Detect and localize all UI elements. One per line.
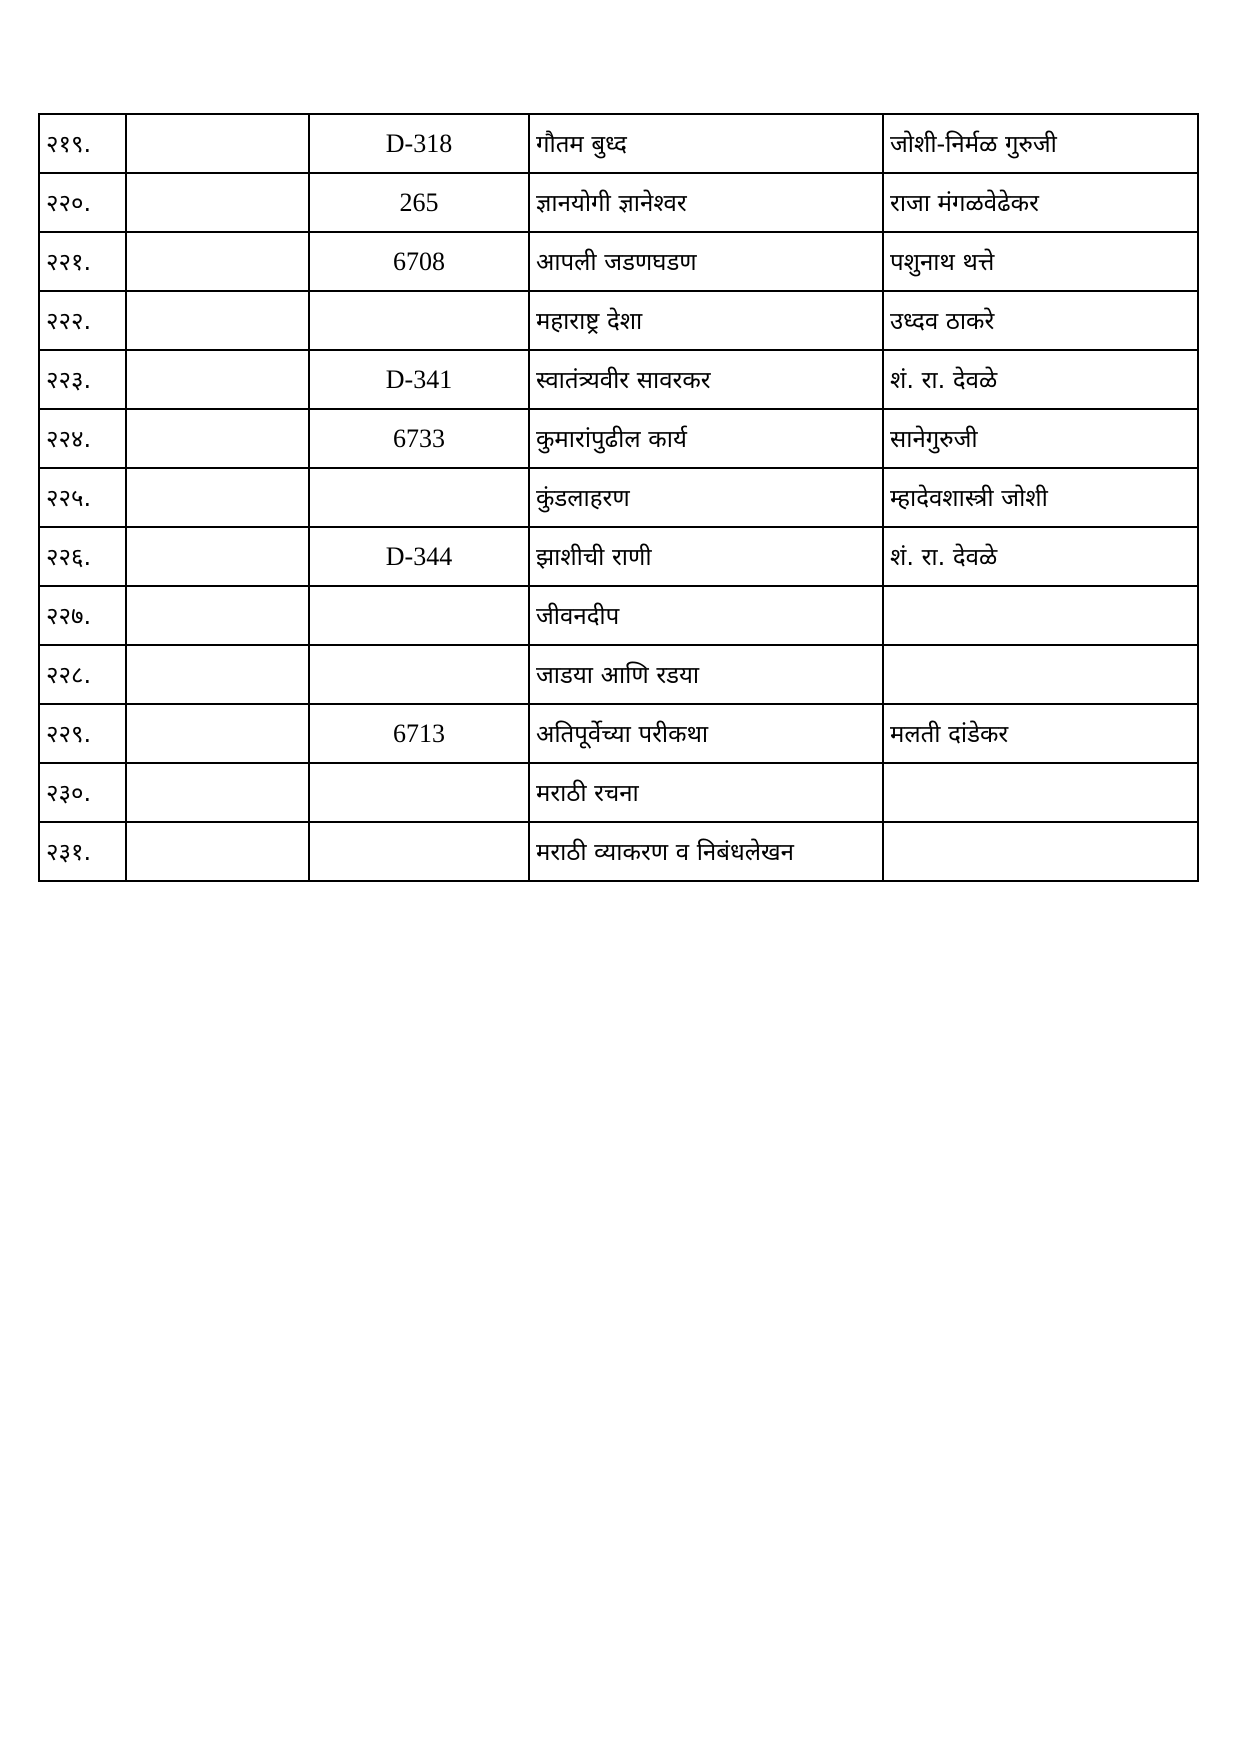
serial-number: २२८. (39, 645, 126, 704)
accession-number (309, 645, 529, 704)
accession-number: D-341 (309, 350, 529, 409)
serial-number: २१९. (39, 114, 126, 173)
table-row (39, 409, 1198, 468)
empty-cell (126, 822, 309, 881)
table-row (39, 763, 1198, 822)
empty-cell (126, 763, 309, 822)
table-row (39, 173, 1198, 232)
accession-number: 6708 (309, 232, 529, 291)
serial-number: २२६. (39, 527, 126, 586)
serial-number: २३१. (39, 822, 126, 881)
book-title: मराठी व्याकरण व निबंधलेखन (529, 822, 883, 881)
book-author: मलती दांडेकर (883, 704, 1198, 763)
empty-cell (126, 527, 309, 586)
book-title: ज्ञानयोगी ज्ञानेश्वर (529, 173, 883, 232)
book-title: जीवनदीप (529, 586, 883, 645)
table-row (39, 291, 1198, 350)
empty-cell (126, 291, 309, 350)
empty-cell (126, 468, 309, 527)
accession-number: D-318 (309, 114, 529, 173)
book-author (883, 586, 1198, 645)
serial-number: २२४. (39, 409, 126, 468)
book-title: जाडया आणि रडया (529, 645, 883, 704)
serial-number: २२९. (39, 704, 126, 763)
accession-number (309, 763, 529, 822)
book-title: आपली जडणघडण (529, 232, 883, 291)
book-author: शं. रा. देवळे (883, 527, 1198, 586)
serial-number: २२२. (39, 291, 126, 350)
book-title: मराठी रचना (529, 763, 883, 822)
accession-number: 265 (309, 173, 529, 232)
empty-cell (126, 114, 309, 173)
book-author: उध्दव ठाकरे (883, 291, 1198, 350)
accession-number (309, 468, 529, 527)
book-title: स्वातंत्र्यवीर सावरकर (529, 350, 883, 409)
table-row (39, 586, 1198, 645)
table-row (39, 645, 1198, 704)
serial-number: २२७. (39, 586, 126, 645)
empty-cell (126, 232, 309, 291)
book-author: जोशी-निर्मळ गुरुजी (883, 114, 1198, 173)
book-title: कुंडलाहरण (529, 468, 883, 527)
accession-number: 6733 (309, 409, 529, 468)
table-row (39, 704, 1198, 763)
book-author: सानेगुरुजी (883, 409, 1198, 468)
accession-number: 6713 (309, 704, 529, 763)
empty-cell (126, 409, 309, 468)
empty-cell (126, 704, 309, 763)
book-title: महाराष्ट्र देशा (529, 291, 883, 350)
table-row (39, 468, 1198, 527)
table-row (39, 822, 1198, 881)
table-row (39, 232, 1198, 291)
book-author: म्हादेवशास्त्री जोशी (883, 468, 1198, 527)
book-author (883, 822, 1198, 881)
table-row (39, 350, 1198, 409)
book-author: राजा मंगळवेढेकर (883, 173, 1198, 232)
empty-cell (126, 645, 309, 704)
book-author: पशुनाथ थत्ते (883, 232, 1198, 291)
accession-number (309, 586, 529, 645)
serial-number: २२१. (39, 232, 126, 291)
serial-number: २२३. (39, 350, 126, 409)
book-title: अतिपूर्वेच्या परीकथा (529, 704, 883, 763)
empty-cell (126, 350, 309, 409)
book-title: झाशीची राणी (529, 527, 883, 586)
accession-number: D-344 (309, 527, 529, 586)
accession-number (309, 291, 529, 350)
book-catalog-table (38, 113, 1199, 882)
book-author: शं. रा. देवळे (883, 350, 1198, 409)
table-row (39, 527, 1198, 586)
serial-number: २३०. (39, 763, 126, 822)
accession-number (309, 822, 529, 881)
book-author (883, 645, 1198, 704)
book-title: कुमारांपुढील कार्य (529, 409, 883, 468)
empty-cell (126, 586, 309, 645)
table-row (39, 114, 1198, 173)
empty-cell (126, 173, 309, 232)
book-title: गौतम बुध्द (529, 114, 883, 173)
serial-number: २२५. (39, 468, 126, 527)
book-author (883, 763, 1198, 822)
serial-number: २२०. (39, 173, 126, 232)
